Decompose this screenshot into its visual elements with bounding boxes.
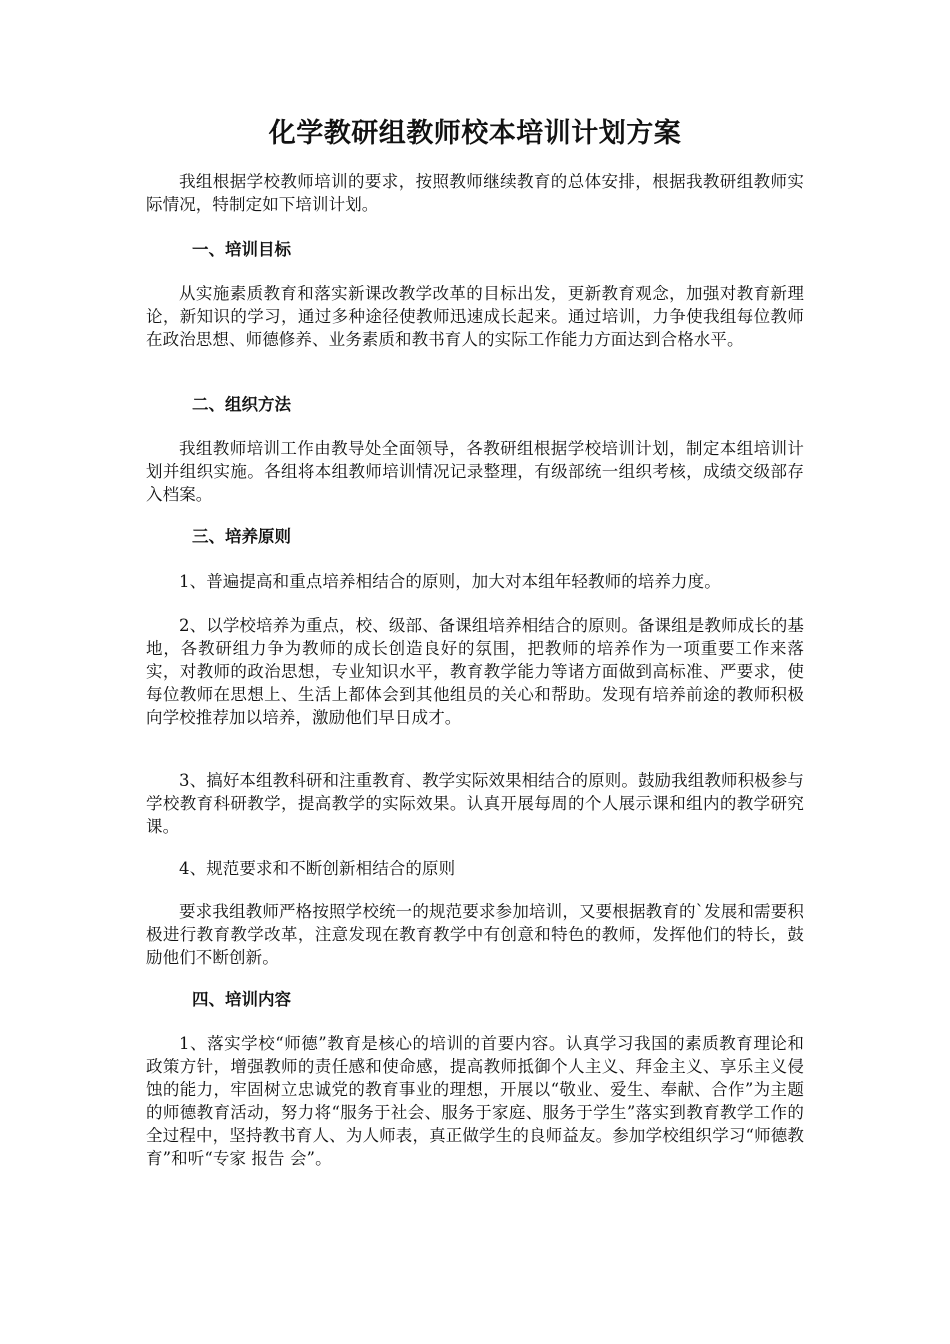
document-title: 化学教研组教师校本培训计划方案 (268, 118, 682, 149)
principle-item-2: 2、以学校培养为重点，校、级部、备课组培养相结合的原则。备课组是教师成长的基地，各教研组力争为教师的成长创造良好的氛围，把教师的培养作为一项重要工作来落实，对教师的政治思想，专业知识水平，教育教学能力等诸方面做到高标准、严要求，使每位教师在思想上、生活上都体会到其他组员的关心和帮助。发现有培养前途的教师积极向学校推荐加以培养，激励他们早日成才。 (146, 616, 804, 727)
section-heading-content: 四、培训内容 (192, 990, 291, 1009)
section-heading-principles: 三、培养原则 (192, 527, 291, 546)
principle-item-3: 3、搞好本组教科研和注重教育、教学实际效果相结合的原则。鼓励我组教师积极参与学校教育科研教学，提高教学的实际效果。认真开展每周的个人展示课和组内的教学研究课。 (146, 771, 804, 836)
principle-item-4: 4、规范要求和不断创新相结合的原则 (179, 859, 456, 878)
principle-item-1: 1、普遍提高和重点培养相结合的原则，加大对本组年轻教师的培养力度。 (179, 572, 721, 591)
principle-item-4-detail: 要求我组教师严格按照学校统一的规范要求参加培训，又要根据教育的`发展和需要积极进行教育教学改革，注意发现在教育教学中有创意和特色的教师，发挥他们的特长，鼓励他们不断创新。 (146, 902, 804, 967)
goals-paragraph: 从实施素质教育和落实新课改教学改革的目标出发，更新教育观念，加强对教育新理论，新知识的学习，通过多种途径使教师迅速成长起来。通过培训，力争使我组每位教师在政治思想、师德修养、业务素质和教书育人的实际工作能力方面达到合格水平。 (146, 284, 804, 349)
intro-paragraph: 我组根据学校教师培训的要求，按照教师继续教育的总体安排，根据我教研组教师实际情况，特制定如下培训计划。 (146, 172, 804, 214)
section-heading-organization: 二、组织方法 (192, 395, 291, 414)
organization-paragraph: 我组教师培训工作由教导处全面领导，各教研组根据学校培训计划，制定本组培训计划并组织实施。各组将本组教师培训情况记录整理，有级部统一组织考核，成绩交级部存入档案。 (146, 439, 804, 504)
content-item-1: 1、落实学校“师德”教育是核心的培训的首要内容。认真学习我国的素质教育理论和政策方针，增强教师的责任感和使命感，提高教师抵御个人主义、拜金主义、享乐主义侵蚀的能力，牢固树立忠诚党的教育事业的理想，开展以“敬业、爱生、奉献、合作”为主题的师德教育活动，努力将“服务于社会、服务于家庭、服务于学生”落实到教育教学工作的全过程中，坚持教书育人、为人师表，真正做学生的良师益友。参加学校组织学习“师德教育”和听“专家 报告 会”。 (146, 1034, 804, 1168)
section-heading-goals: 一、培训目标 (192, 240, 291, 259)
